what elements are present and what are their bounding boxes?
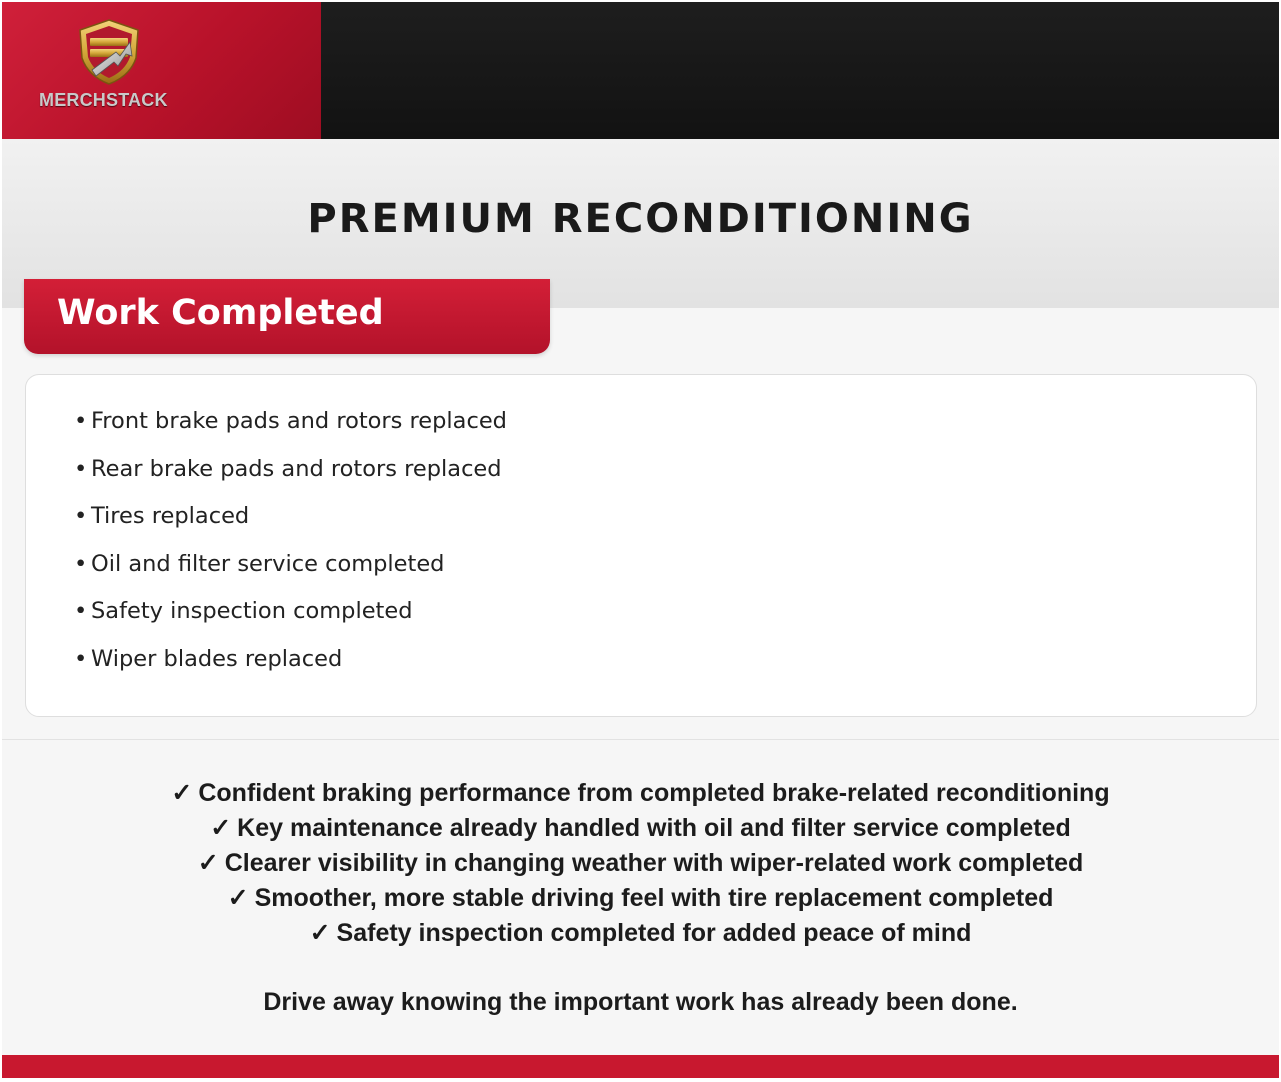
list-item-label: Front brake pads and rotors replaced bbox=[91, 408, 507, 434]
benefit-item bbox=[2, 778, 1279, 813]
bullet-icon: • bbox=[74, 550, 88, 577]
benefit-label: Confident braking performance from completed brake-related reconditioning bbox=[198, 779, 1110, 807]
benefit-label: Safety inspection completed for added peace of mind bbox=[336, 919, 972, 947]
list-item-label: Safety inspection completed bbox=[91, 598, 413, 624]
benefit-item bbox=[2, 918, 1279, 953]
benefits-list bbox=[2, 778, 1279, 953]
list-item-label: Wiper blades replaced bbox=[91, 645, 343, 672]
benefit-label: Clearer visibility in changing weather with wiper-related work completed bbox=[224, 849, 1084, 877]
section-heading: Work Completed bbox=[57, 293, 384, 333]
list-item-label: Tires replaced bbox=[91, 503, 250, 529]
checkmark-icon: ✓ bbox=[171, 779, 193, 807]
benefit-item bbox=[2, 813, 1279, 848]
footer-bar bbox=[2, 1055, 1279, 1078]
checkmark-icon: ✓ bbox=[309, 919, 331, 947]
bullet-icon: • bbox=[74, 598, 88, 624]
bullet-icon: • bbox=[74, 455, 88, 482]
list-item bbox=[74, 646, 507, 694]
list-item-label: Rear brake pads and rotors replaced bbox=[91, 455, 502, 482]
list-item-label: Oil and filter service completed bbox=[91, 550, 445, 577]
brand-name: MERCHSTACK bbox=[39, 90, 168, 110]
benefit-label: Key maintenance already handled with oil and filter service completed bbox=[237, 814, 1071, 842]
list-item bbox=[74, 598, 507, 646]
header-bar bbox=[2, 2, 1279, 139]
checkmark-icon: ✓ bbox=[197, 849, 219, 877]
work-list bbox=[74, 408, 507, 693]
page-title: PREMIUM RECONDITIONING bbox=[307, 196, 974, 242]
list-item bbox=[74, 456, 507, 504]
shield-emblem-icon bbox=[74, 18, 144, 86]
list-item bbox=[74, 551, 507, 599]
benefit-item bbox=[2, 848, 1279, 883]
checkmark-icon: ✓ bbox=[227, 884, 249, 912]
closing-statement: Drive away knowing the important work has already been done. bbox=[263, 988, 1018, 1016]
section-divider bbox=[2, 739, 1279, 740]
section-tab-work-completed bbox=[24, 279, 550, 354]
checkmark-icon: ✓ bbox=[210, 814, 232, 842]
bullet-icon: • bbox=[74, 408, 88, 434]
benefit-label: Smoother, more stable driving feel with tire replacement completed bbox=[254, 884, 1054, 912]
list-item bbox=[74, 503, 507, 551]
brand-logo-block bbox=[2, 2, 321, 139]
page-canvas bbox=[2, 2, 1279, 1078]
bullet-icon: • bbox=[74, 645, 88, 672]
bullet-icon: • bbox=[74, 503, 88, 529]
benefit-item bbox=[2, 883, 1279, 918]
list-item bbox=[74, 408, 507, 456]
work-completed-card bbox=[25, 374, 1257, 717]
